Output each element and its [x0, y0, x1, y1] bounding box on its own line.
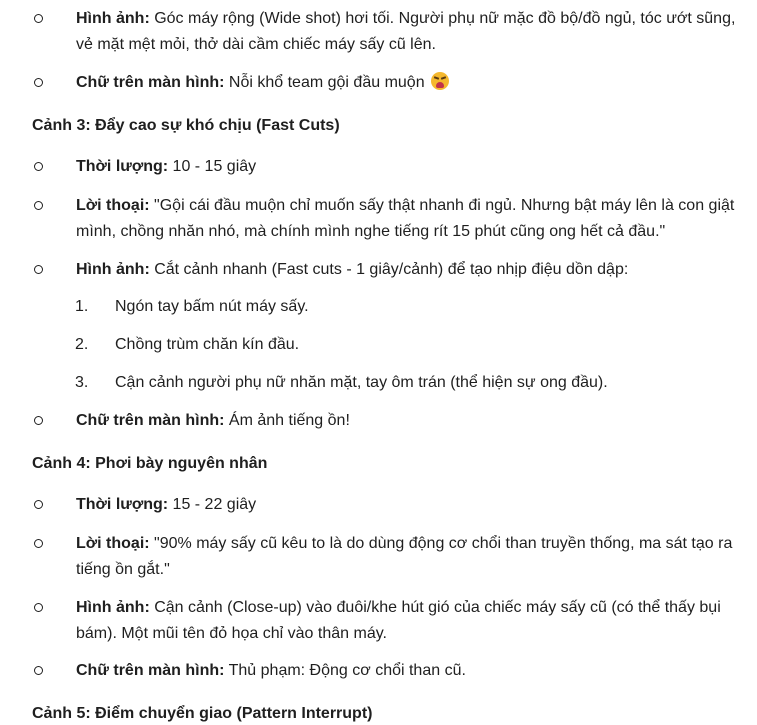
item-text: Cắt cảnh nhanh (Fast cuts - 1 giây/cảnh) để tạo nhịp điệu dồn dập:	[149, 261, 629, 278]
item-label: Hình ảnh:	[76, 10, 150, 27]
item-label: Hình ảnh:	[76, 261, 150, 278]
circle-bullet-icon	[34, 666, 43, 675]
item-number: 1.	[75, 298, 89, 315]
circle-bullet-icon	[34, 603, 43, 612]
item-label: Thời lượng:	[76, 496, 169, 513]
item-text: 10 - 15 giây	[168, 158, 257, 175]
item-label: Chữ trên màn hình:	[76, 662, 225, 679]
circle-bullet-icon	[34, 162, 43, 171]
item-text: 15 - 22 giây	[168, 496, 257, 513]
item-text: Góc máy rộng (Wide shot) hơi tối. Người phụ nữ mặc đồ bộ/đồ ngủ, tóc ướt sũng, vẻ mặt mệt mỏi, thở dài cầm chiếc máy sấy cũ lên.	[76, 10, 736, 53]
item-label: Lời thoại:	[76, 535, 150, 552]
circle-bullet-icon	[34, 14, 43, 23]
item-text: "90% máy sấy cũ kêu to là do dùng động cơ chổi than truyền thống, ma sát tạo ra tiếng ồn gắt."	[76, 535, 733, 578]
circle-bullet-icon	[34, 500, 43, 509]
item-text: Ngón tay bấm nút máy sấy.	[115, 298, 309, 315]
circle-bullet-icon	[34, 539, 43, 548]
item-label: Chữ trên màn hình:	[76, 412, 225, 429]
item-number: 3.	[75, 374, 89, 391]
item-label: Thời lượng:	[76, 158, 169, 175]
circle-bullet-icon	[34, 201, 43, 210]
item-text: "Gội cái đầu muộn chỉ muốn sấy thật nhanh đi ngủ. Nhưng bật máy lên là con giật mình, chồng nhăn nhó, mà chính mình nghe tiếng rít 15 phút cũng ong hết cả đầu."	[76, 197, 735, 240]
item-number: 2.	[75, 336, 89, 353]
item-text: Thủ phạm: Động cơ chổi than cũ.	[224, 662, 466, 679]
section-heading: Cảnh 5: Điểm chuyển giao (Pattern Interrupt)	[32, 705, 373, 722]
item-text: Ám ảnh tiếng ồn!	[224, 412, 350, 429]
item-text: Cận cảnh người phụ nữ nhăn mặt, tay ôm trán (thể hiện sự ong đầu).	[115, 374, 608, 391]
circle-bullet-icon	[34, 265, 43, 274]
section-heading: Cảnh 4: Phơi bày nguyên nhân	[32, 455, 268, 472]
item-label: Chữ trên màn hình:	[76, 74, 225, 91]
item-text: Nỗi khổ team gội đầu muộn	[224, 74, 425, 91]
item-text: Cận cảnh (Close-up) vào đuôi/khe hút gió của chiếc máy sấy cũ (có thể thấy bụi bám). Một mũi tên đỏ họa chỉ vào thân máy.	[76, 599, 721, 642]
section-heading: Cảnh 3: Đẩy cao sự khó chịu (Fast Cuts)	[32, 117, 340, 134]
item-label: Lời thoại:	[76, 197, 150, 214]
tired-face-emoji-icon	[431, 72, 449, 90]
circle-bullet-icon	[34, 416, 43, 425]
item-text: Chồng trùm chăn kín đầu.	[115, 336, 300, 353]
item-label: Hình ảnh:	[76, 599, 150, 616]
circle-bullet-icon	[34, 78, 43, 87]
